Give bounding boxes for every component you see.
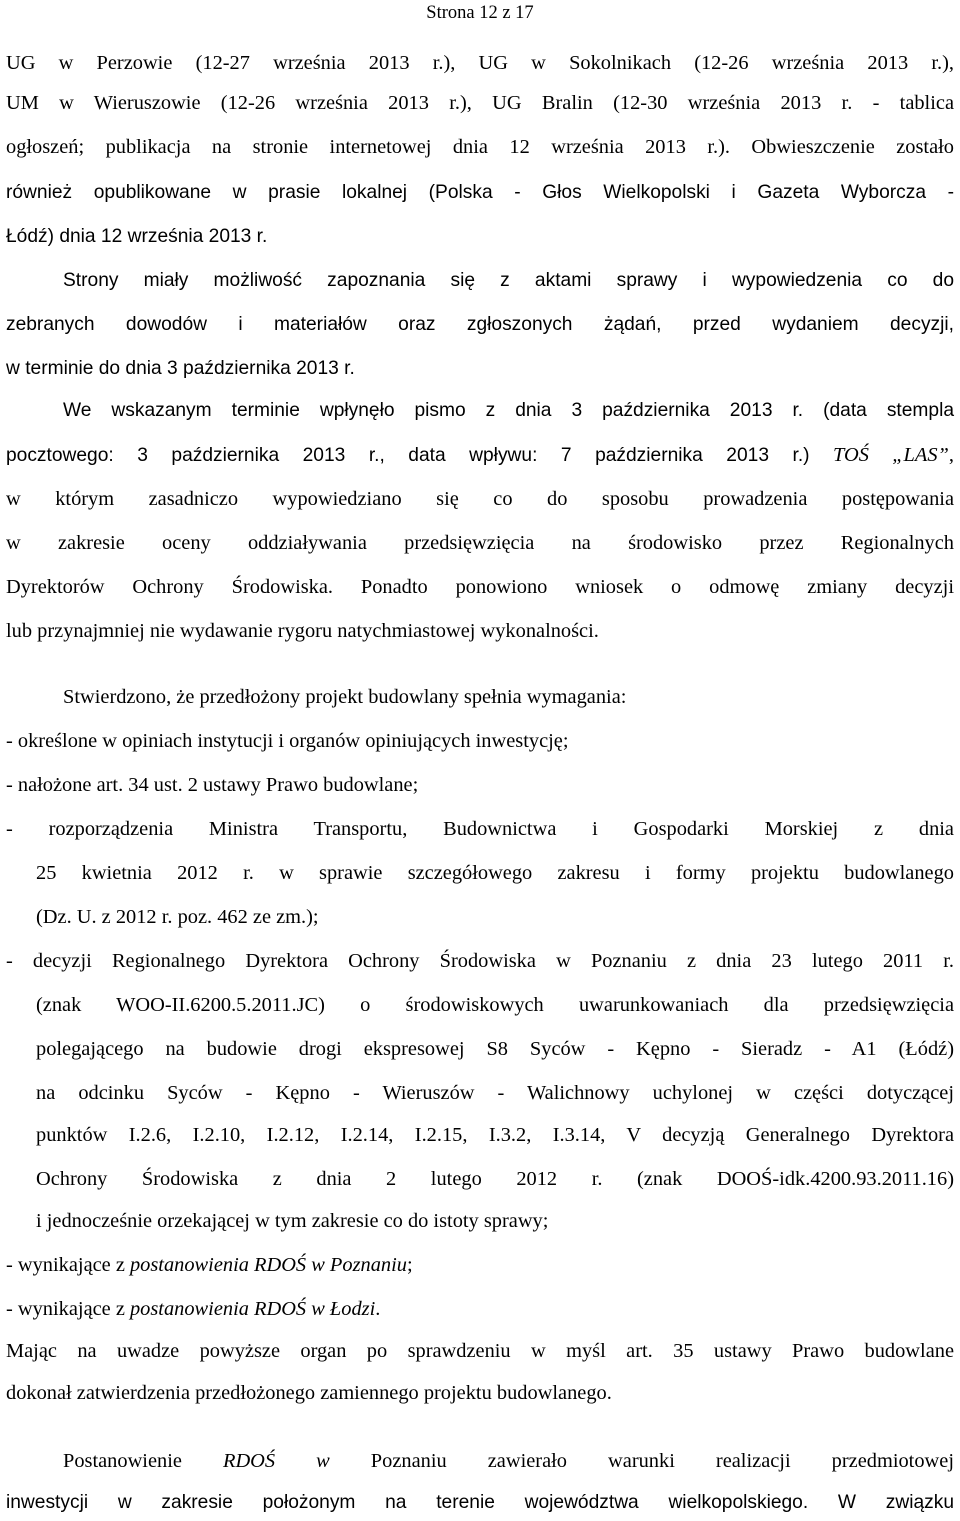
text-line: Mając na uwadze powyższe organ po sprawdzeniu w myśl art. 35 ustawy Prawo budowlane [6, 1340, 954, 1362]
text-line: zebranych dowodów i materiałów oraz zgłoszonych żądań, przed wydaniem decyzji, [6, 314, 954, 335]
text-span: pocztowego: 3 października 2013 r., data wpływu: 7 października 2013 r.) [6, 445, 834, 466]
text-line: (Dz. U. z 2012 r. poz. 462 ze zm.); [36, 906, 319, 928]
page-number-header: Strona 12 z 17 [426, 3, 534, 23]
list-item: - rozporządzenia Ministra Transportu, Budownictwa i Gospodarki Morskiej z dnia [6, 818, 954, 840]
text-span: . [375, 1298, 381, 1320]
text-line: inwestycji w zakresie położonym na terenie województwa wielkopolskiego. W związku [6, 1492, 954, 1513]
text-line: Strony miały możliwość zapoznania się z aktami sprawy i wypowiedzenia co do [63, 270, 954, 291]
text-line: UM w Wieruszowie (12-26 września 2013 r.), UG Bralin (12-30 września 2013 r. - tablica [6, 92, 954, 114]
organization-name: RDOŚ w [222, 1450, 330, 1472]
text-line: lub przynajmniej nie wydawanie rygoru natychmiastowej wykonalności. [6, 620, 599, 642]
text-line: Łódź) dnia 12 września 2013 r. [6, 226, 268, 247]
list-item: - nałożone art. 34 ust. 2 ustawy Prawo budowlane; [6, 774, 419, 796]
text-line: 25 kwietnia 2012 r. w sprawie szczegółowego zakresu i formy projektu budowlanego [36, 862, 954, 884]
text-span: Postanowienie [63, 1450, 223, 1472]
text-span: - wynikające z [6, 1298, 130, 1320]
organization-name: TOŚ „LAS” [833, 444, 949, 466]
decision-reference: postanowienia RDOŚ w Poznaniu [129, 1254, 407, 1276]
text-line: (znak WOO-II.6200.5.2011.JC) o środowiskowych uwarunkowaniach dla przedsięwzięcia [36, 994, 954, 1016]
text-line [6, 440, 954, 470]
text-line: w którym zasadniczo wypowiedziano się co do sposobu prowadzenia postępowania [6, 488, 954, 510]
text-span: , [948, 444, 954, 466]
list-item: - określone w opiniach instytucji i organów opiniujących inwestycję; [6, 730, 569, 752]
text-line: Stwierdzono, że przedłożony projekt budowlany spełnia wymagania: [63, 686, 627, 708]
text-line: Dyrektorów Ochrony Środowiska. Ponadto ponowiono wniosek o odmowę zmiany decyzji [6, 576, 954, 598]
text-line: i jednocześnie orzekającej w tym zakresie co do istoty sprawy; [36, 1210, 549, 1232]
text-line: również opublikowane w prasie lokalnej (Polska - Głos Wielkopolski i Gazeta Wyborcza - [6, 182, 954, 203]
text-line: UG w Perzowie (12-27 września 2013 r.), UG w Sokolnikach (12-26 września 2013 r.), [6, 52, 954, 74]
text-span: ; [406, 1254, 413, 1276]
text-line: polegającego na budowie drogi ekspresowej S8 Syców - Kępno - Sieradz - A1 (Łódź) [36, 1038, 954, 1060]
text-line: punktów I.2.6, I.2.10, I.2.12, I.2.14, I.2.15, I.3.2, I.3.14, V decyzją Generalnego Dyrektora [36, 1124, 954, 1146]
text-line: We wskazanym terminie wpłynęło pismo z dnia 3 października 2013 r. (data stempla [63, 400, 954, 421]
text-line: ogłoszeń; publikacja na stronie internetowej dnia 12 września 2013 r.). Obwieszczenie zostało [6, 136, 954, 158]
list-item [6, 1294, 954, 1324]
text-line: dokonał zatwierdzenia przedłożonego zamiennego projektu budowlanego. [6, 1382, 612, 1404]
text-line: w terminie do dnia 3 października 2013 r. [6, 358, 355, 379]
text-line: na odcinku Syców - Kępno - Wieruszów - Walichnowy uchylonej w części dotyczącej [36, 1082, 954, 1104]
list-item: - decyzji Regionalnego Dyrektora Ochrony Środowiska w Poznaniu z dnia 23 lutego 2011 r. [6, 950, 954, 972]
decision-reference: postanowienia RDOŚ w Łodzi [129, 1298, 376, 1320]
text-span: - wynikające z [6, 1254, 130, 1276]
text-line [63, 1446, 954, 1476]
list-item [6, 1250, 954, 1280]
text-line: Ochrony Środowiska z dnia 2 lutego 2012 r. (znak DOOŚ-idk.4200.93.2011.16) [36, 1168, 954, 1190]
text-span: Poznaniu zawierało warunki realizacji przedmiotowej [329, 1450, 954, 1472]
text-line: w zakresie oceny oddziaływania przedsięwzięcia na środowisko przez Regionalnych [6, 532, 954, 554]
